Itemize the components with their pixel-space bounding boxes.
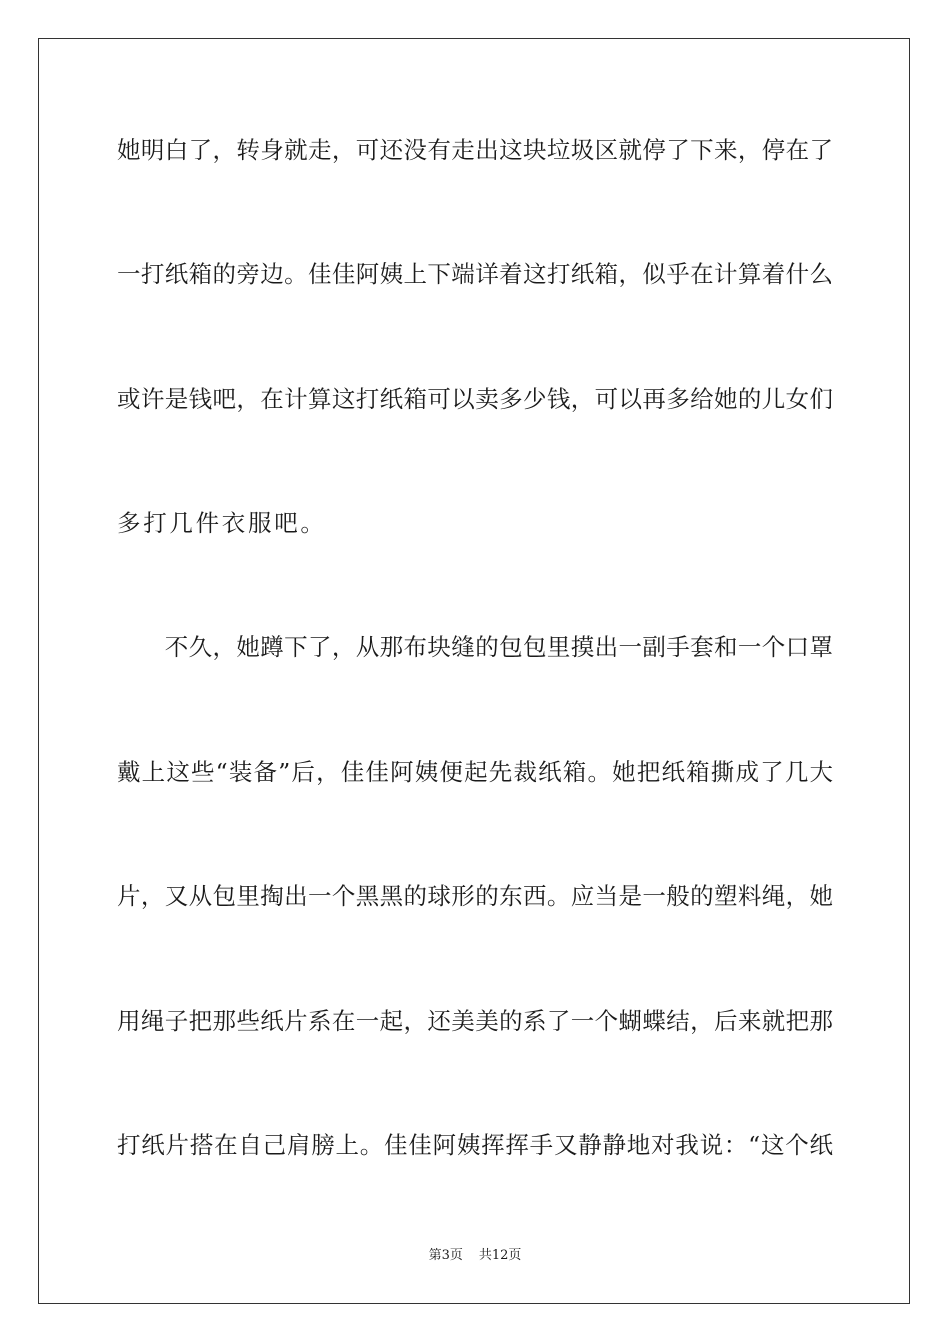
text-line-2: 一打纸箱的旁边。佳佳阿姨上下端详着这打纸箱，似乎在计算着什么 (117, 260, 833, 288)
text-line-8: 用绳子把那些纸片系在一起，还美美的系了一个蝴蝶结，后来就把那 (117, 1007, 833, 1035)
page-footer (0, 1247, 950, 1265)
text-line-6: 戴上这些“装备”后，佳佳阿姨便起先裁纸箱。她把纸箱撕成了几大 (117, 758, 833, 786)
page-number: 第3页 (428, 1248, 463, 1263)
text-line-3: 或许是钱吧，在计算这打纸箱可以卖多少钱，可以再多给她的儿女们 (117, 385, 833, 413)
page-total: 共12页 (478, 1248, 522, 1263)
text-line-9: 打纸片搭在自己肩膀上。佳佳阿姨挥挥手又静静地对我说：“这个纸 (117, 1131, 833, 1159)
text-line-7: 片，又从包里掏出一个黑黑的球形的东西。应当是一般的塑料绳，她 (117, 882, 833, 910)
text-line-5: 不久，她蹲下了，从那布块缝的包包里摸出一副手套和一个口罩 (117, 633, 833, 661)
text-line-4: 多打几件衣服吧。 (117, 509, 327, 537)
text-line-1: 她明白了，转身就走，可还没有走出这块垃圾区就停了下来，停在了 (117, 136, 833, 164)
page-border (38, 38, 910, 1304)
